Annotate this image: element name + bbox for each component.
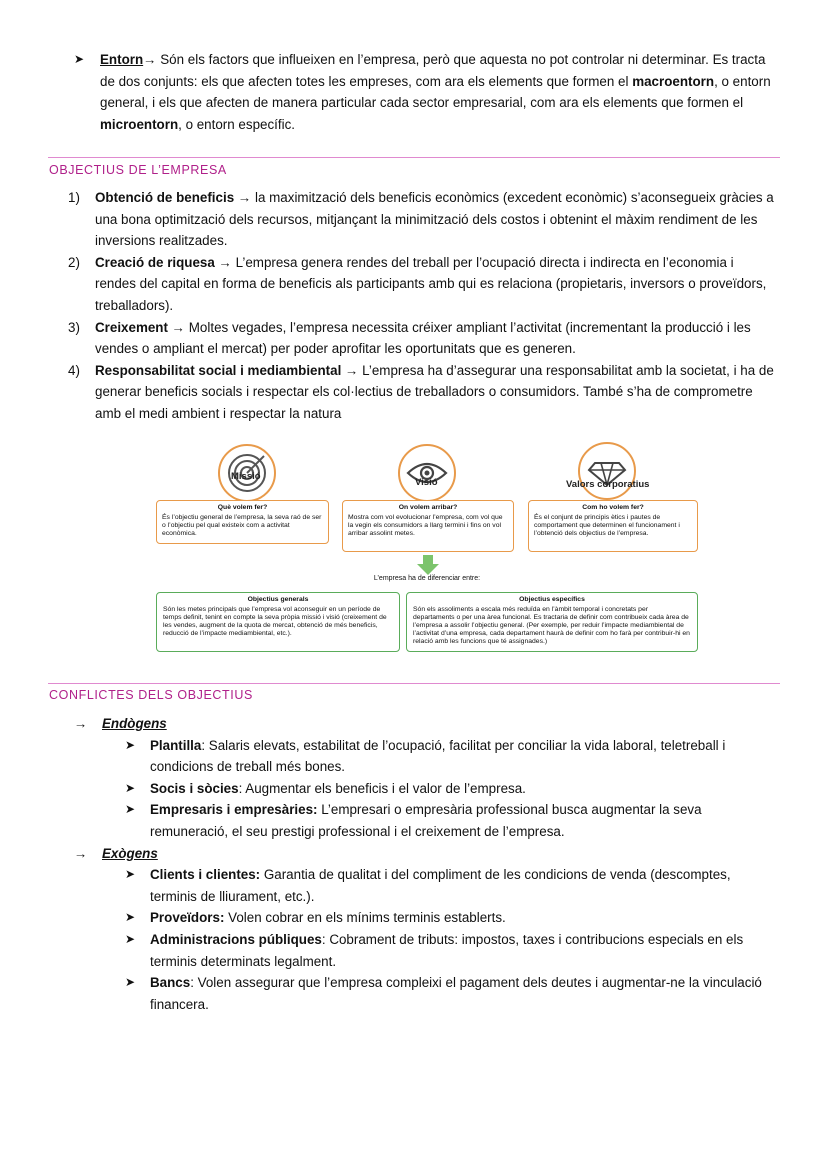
bullet-arrow-icon: ➤ <box>125 802 136 817</box>
values-label: Valors corporatius <box>566 479 650 490</box>
objectiu-item <box>68 187 778 252</box>
objectius-heading: OBJECTIUS DE L’EMPRESA <box>49 163 227 177</box>
item-heading: Socis i sòcies <box>150 780 239 796</box>
objectiu-item <box>68 317 778 360</box>
item-text: L’empresari o empresària professional busca augmentar la seva remuneració, el seu prestigi professional i el creixement de l’empresa. <box>150 802 702 839</box>
endogens-label: Endògens <box>102 716 167 731</box>
endogens-group <box>74 713 774 735</box>
box-text: Són les metes principals que l’empresa vol aconseguir en un període de temps definit, tenint en compte la seva pròpia missió i visió (creixement de les vendes, augment de la quota de mercat, obtenció de més beneficis, reducció de l’impacte mediambiental, etc.). <box>163 606 387 637</box>
box-title: Objectius generals <box>247 596 309 603</box>
list-item <box>74 799 774 842</box>
exogens-label: Exògens <box>102 845 158 861</box>
item-number: 3) <box>68 319 80 335</box>
vision-box <box>342 500 514 552</box>
values-box <box>528 500 698 552</box>
objectius-list <box>68 187 778 425</box>
item-text: Volen cobrar en els mínims terminis establerts. <box>224 910 506 926</box>
entorn-paragraph <box>74 49 774 135</box>
list-item <box>74 929 774 972</box>
item-heading: Empresaris i empresàries: <box>150 802 318 818</box>
down-arrow-icon <box>417 555 439 575</box>
item-text: la maximització dels beneficis econòmics (excedent econòmic) s’aconsegueix gràcies a una bona optimització dels recursos, mitjançant la minimització dels costos i obtenint el màxim rendiment de les inversions realitzades. <box>95 190 774 249</box>
item-heading: Administracions públiques <box>150 931 322 947</box>
item-heading: Responsabilitat social i mediambiental <box>95 362 342 378</box>
item-heading: Creació de riquesa <box>95 254 215 270</box>
mission-vision-values-figure <box>152 442 702 657</box>
macroentorn-term: macroentorn <box>632 73 715 89</box>
item-text: Moltes vegades, l’empresa necessita créixer ampliant l’activitat (incrementant la producció i les vendes o ampliant el mercat) per poder aprofitar les oportunitats que es generen. <box>95 319 751 357</box>
conflictes-heading: CONFLICTES DELS OBJECTIUS <box>49 688 253 702</box>
box-text: Són els assoliments a escala més reduïda en l’àmbit temporal i concretats per departaments o per una àrea funcional. Es tractaria de definir com contribueix cada àrea de l’empresa a assolir l’objectiu general. (Per exemple, per reduir l’impacte mediambiental de l’activitat d’una empresa, cada departament haurà de definir com ho farà per contribuir-hi en relació amb les funcions que té assignades.) <box>413 606 690 645</box>
bullet-arrow-icon: ➤ <box>125 975 136 990</box>
objectiu-item <box>68 252 778 317</box>
right-arrow-icon: → <box>341 362 363 378</box>
right-arrow-icon: → <box>167 319 189 335</box>
list-item <box>74 735 774 778</box>
list-item <box>74 972 774 1015</box>
entorn-text-3: , o entorn específic. <box>178 116 295 132</box>
values-circle <box>578 442 636 500</box>
box-text: És el conjunt de principis ètics i pautes de comportament que determinen el funcionament i l’obtenció dels objectius de l’empresa. <box>534 514 680 537</box>
right-arrow-icon: → <box>234 190 255 205</box>
item-text: L’empresa genera rendes del treball per l’ocupació directa i indirecta en l’economia i rendes del capital en forma de beneficis als participants amb qui es relaciona (propietaris, inversors o proveïdors, treballadors). <box>95 254 767 313</box>
list-item <box>74 864 774 907</box>
vision-label: Visió <box>415 477 438 488</box>
vision-circle <box>398 444 456 502</box>
box-title: On volem arribar? <box>398 504 458 511</box>
item-heading: Bancs <box>150 975 191 991</box>
item-text: : Augmentar els beneficis i el valor de l’empresa. <box>238 780 526 796</box>
bullet-arrow-icon: ➤ <box>125 931 136 946</box>
item-text: : Salaris elevats, estabilitat de l’ocupació, facilitat per conciliar la vida laboral, teletreball i condicions de treball més bones. <box>150 737 726 775</box>
box-text: És l’objectiu general de l’empresa, la seva raó de ser o l’objectiu pel qual existeix com a activitat econòmica. <box>162 514 322 537</box>
item-heading: Proveïdors: <box>150 910 225 926</box>
item-heading: Plantilla <box>150 737 202 753</box>
conflictes-list <box>74 713 774 1015</box>
right-arrow-icon: → <box>74 716 88 731</box>
item-heading: Obtenció de beneficis <box>95 190 235 205</box>
objectiu-item <box>68 360 778 425</box>
mission-label: Missió <box>231 471 261 482</box>
bullet-arrow-icon: ➤ <box>125 910 136 925</box>
item-text: L’empresa ha d’assegurar una responsabilitat amb la societat, i ha de generar beneficis socials i respectar els col·lectius de treballadors o consumidors. També s’ha de comprometre amb el medi ambient i respectar la natura <box>95 362 774 421</box>
item-heading: Clients i clientes: <box>150 867 261 883</box>
right-arrow-icon: → <box>214 254 236 270</box>
item-text: Garantia de qualitat i del compliment de les condicions de venda (descomptes, terminis de lliurament, etc.). <box>150 867 731 904</box>
bullet-arrow-icon: ➤ <box>125 737 136 752</box>
list-item <box>74 778 774 800</box>
specific-objectives-box <box>406 592 698 652</box>
bullet-arrow-icon: ➤ <box>74 52 85 66</box>
box-text: Mostra com vol evolucionar l’empresa, com vol que la vegin els consumidors a llarg termini i fins on vol arribar assolint metes. <box>348 514 503 537</box>
box-title: Objectius específics <box>519 596 585 603</box>
box-title: Com ho volem fer? <box>582 504 644 511</box>
bullet-arrow-icon: ➤ <box>125 867 136 882</box>
right-arrow-icon: → <box>143 52 157 67</box>
entorn-text-1: Són els factors que influeixen en l’empresa, però que aquesta no pot controlar ni determinar. Es tracta de dos conjunts: els que afecten totes les empreses, com ara els elements que formen el <box>100 52 766 89</box>
exogens-group <box>74 843 774 865</box>
microentorn-term: microentorn <box>100 116 179 132</box>
bullet-arrow-icon: ➤ <box>125 780 136 795</box>
mission-box <box>156 500 329 544</box>
item-number: 4) <box>68 362 80 378</box>
general-objectives-box <box>156 592 400 652</box>
item-heading: Creixement <box>95 319 168 335</box>
entorn-term: Entorn <box>100 52 144 67</box>
list-item <box>74 907 774 929</box>
section-divider <box>48 683 780 684</box>
box-title: Què volem fer? <box>217 504 268 511</box>
item-number: 1) <box>68 190 80 205</box>
right-arrow-icon: → <box>74 845 88 861</box>
item-number: 2) <box>68 254 80 270</box>
section-divider <box>48 157 780 158</box>
item-text: : Cobrament de tributs: impostos, taxes i contribucions especials en els terminis determinats legalment. <box>150 931 744 969</box>
item-text: : Volen assegurar que l’empresa compleixi el pagament dels deutes i augmentar-ne la vinculació financera. <box>150 975 762 1012</box>
entorn-text-2: , o entorn general, i els que afecten de manera particular cada sector empresarial, com ara els elements que formen el <box>100 73 771 111</box>
differentiate-caption: L’empresa ha de diferenciar entre: <box>373 575 481 582</box>
